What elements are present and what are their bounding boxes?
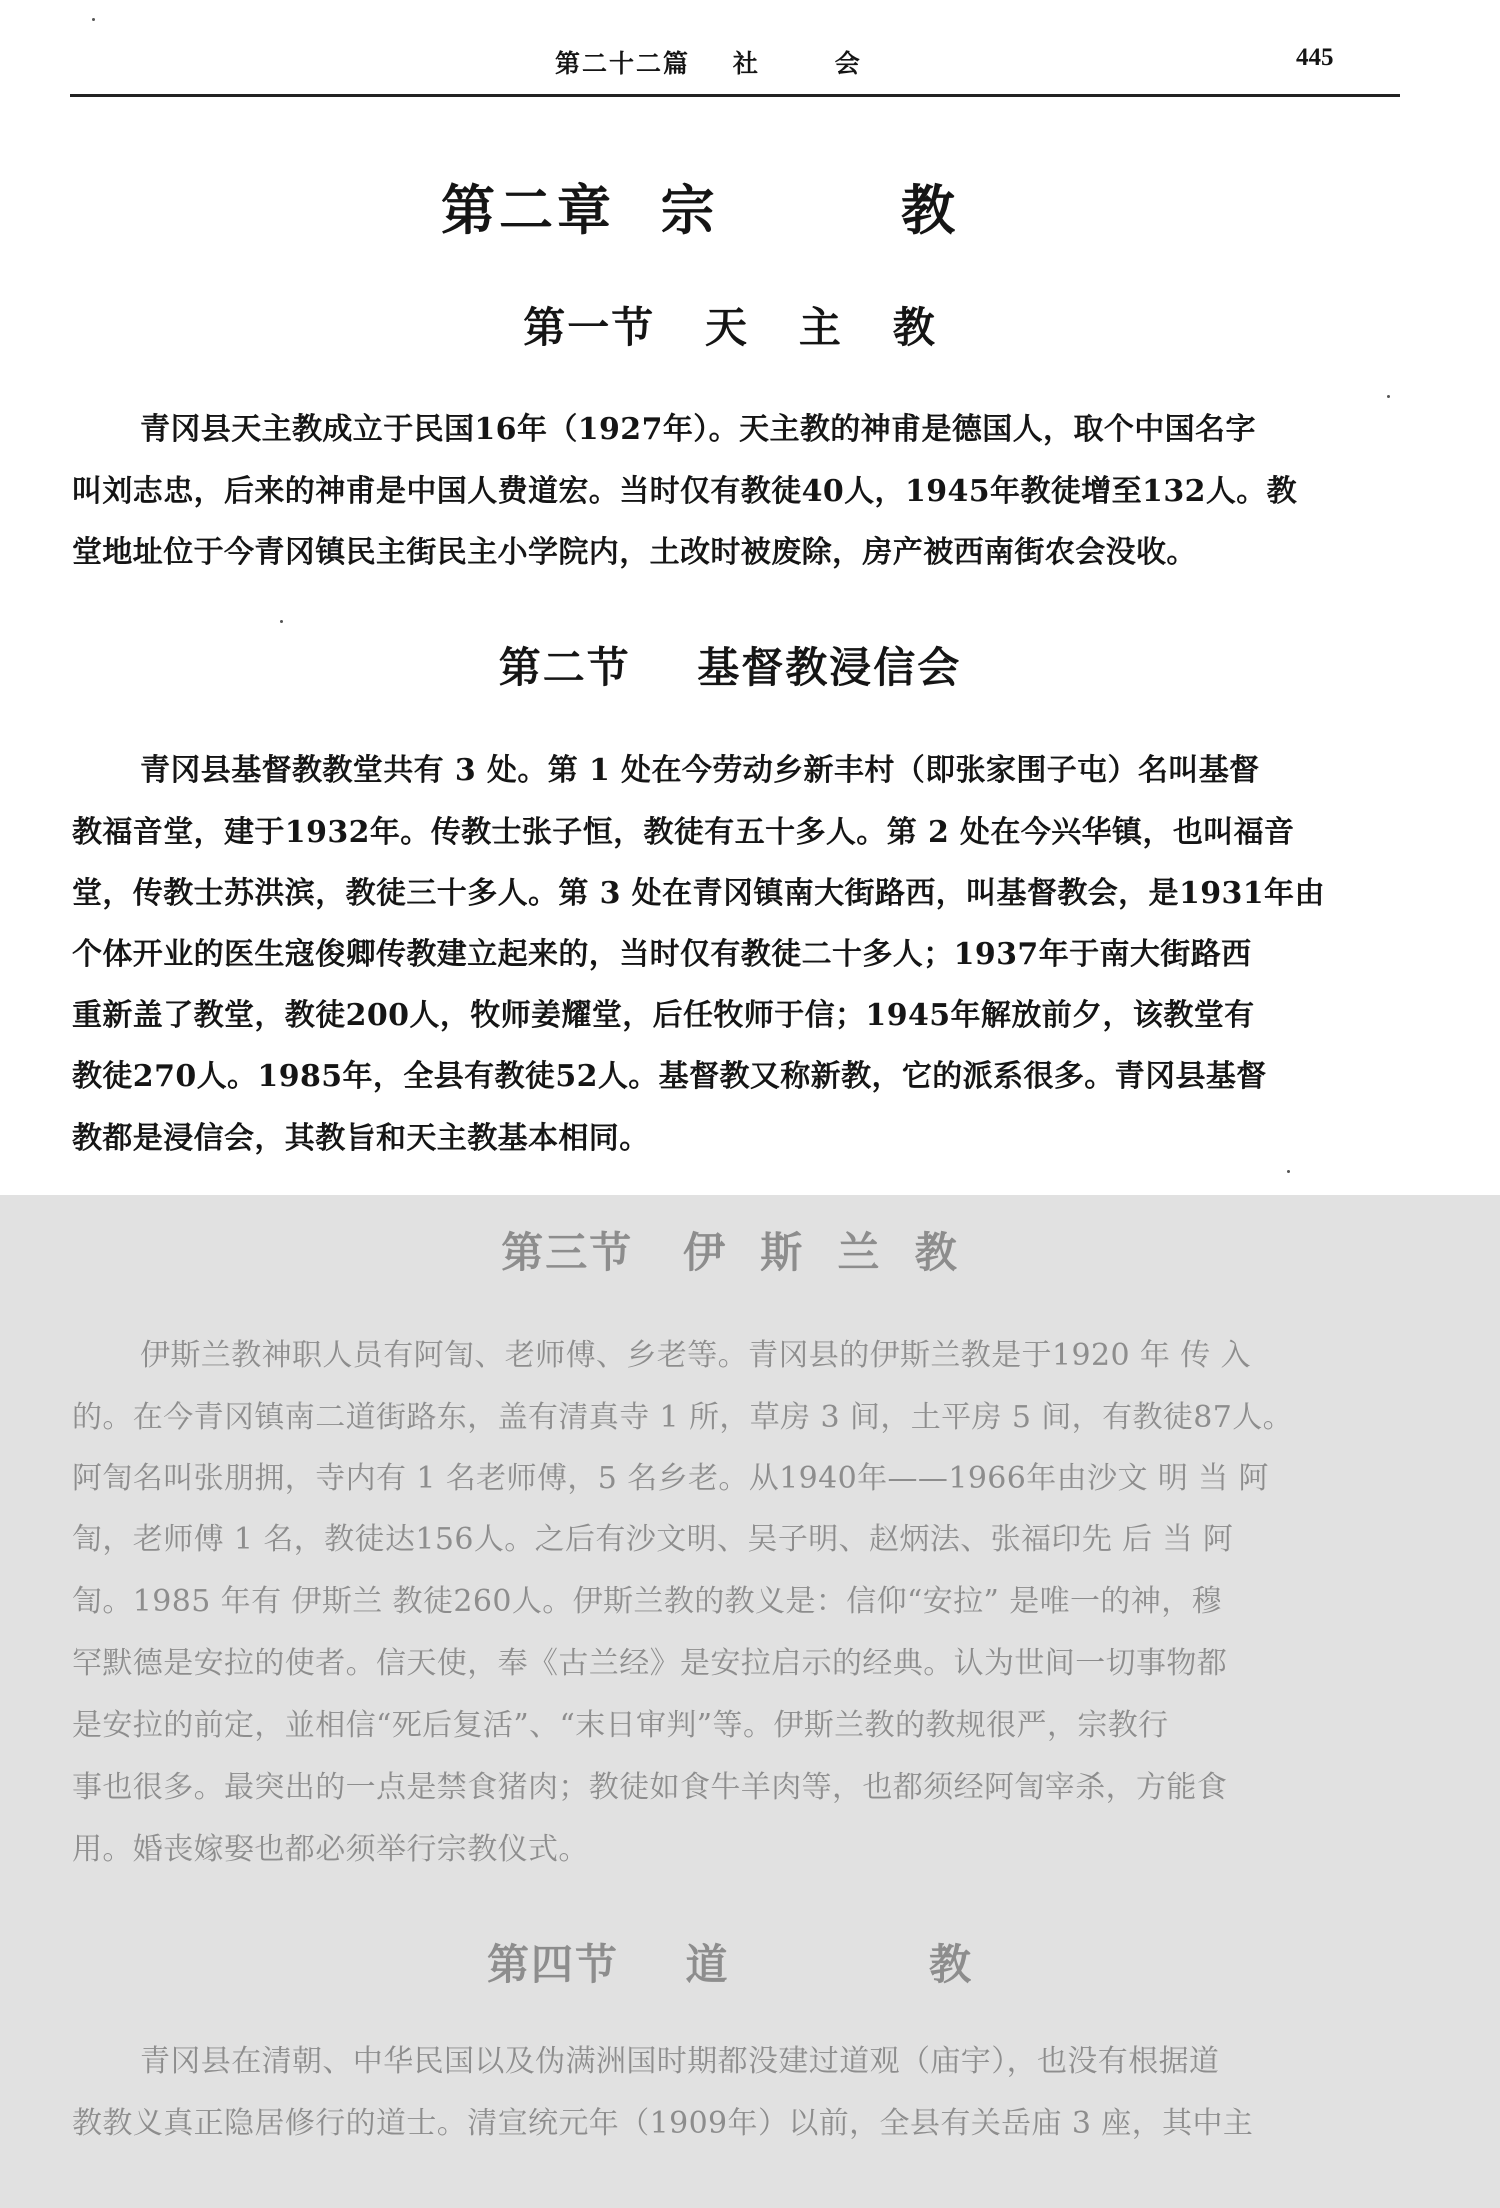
page-header [0,0,1500,100]
paragraph-line: 个体开业的医生寇俊卿传教建立起来的，当时仅有教徒二十多人；1937年于南大街路西 [72,937,1252,972]
paragraph-line: 阿訇名叫张朋拥，寺内有 1 名老师傅，5 名乡老。从1940年——1966年由沙文 明 当 阿 [72,1461,1269,1496]
paragraph-line: 教都是浸信会，其教旨和天主教基本相同。 [72,1121,650,1156]
scan-speck [280,620,283,623]
scan-speck [1287,1170,1290,1173]
paragraph-line: 是安拉的前定，並相信“死后复活”、“末日审判”等。伊斯兰教的教规很严，宗教行 [72,1708,1169,1743]
faded-content [0,1195,1500,2208]
page-number: 445 [1296,44,1334,71]
section-islam [0,1220,1500,1900]
paragraph-line: 訇，老师傅 1 名，教徒达156人。之后有沙文明、吴子明、赵炳法、张福印先 后 当 阿 [72,1522,1234,1557]
paragraph-line: 青冈县基督教教堂共有 3 处。第 1 处在今劳动乡新丰村（即张家围子屯）名叫基督 [140,753,1260,788]
paragraph-line: 青冈县天主教成立于民国16年（1927年）。天主教的神甫是德国人，取个中国名字 [140,412,1256,447]
section-title: 第一节 天 主 教 [523,303,937,352]
paragraph-line: 堂，传教士苏洪滨，教徒三十多人。第 3 处在青冈镇南大街路西，叫基督教会，是1931年由 [72,876,1325,911]
chapter-title: 第二章 宗 教 [441,178,959,242]
paragraph-line: 伊斯兰教神职人员有阿訇、老师傅、乡老等。青冈县的伊斯兰教是于1920 年 传 入 [140,1338,1251,1373]
running-head: 第二十二篇 社 会 [555,49,862,78]
scan-speck [92,18,95,21]
section-catholic [0,295,1500,595]
paragraph-line: 教福音堂，建于1932年。传教士张子恒，教徒有五十多人。第 2 处在今兴华镇，也叫福音 [72,815,1295,850]
paragraph-line: 罕默德是安拉的使者。信天使，奉《古兰经》是安拉启示的经典。认为世间一切事物都 [72,1646,1228,1681]
section-title: 第二节 基督教浸信会 [498,643,962,692]
paragraph-line: 教徒270人。1985年，全县有教徒52人。基督教又称新教，它的派系很多。青冈县基督 [72,1059,1267,1094]
header-rule [70,94,1400,97]
paragraph-line: 教教义真正隐居修行的道士。清宣统元年（1909年）以前，全县有关岳庙 3 座，其中主 [72,2106,1254,2141]
paragraph-line: 堂地址位于今青冈镇民主街民主小学院内，土改时被废除，房产被西南街农会没收。 [72,535,1197,570]
section-baptist [0,635,1500,1175]
paragraph-line: 重新盖了教堂，教徒200人，牧师姜耀堂，后任牧师于信；1945年解放前夕，该教堂有 [72,998,1255,1033]
paragraph-line: 的。在今青冈镇南二道街路东，盖有清真寺 1 所，草房 3 间，土平房 5 间，有教徒87人。 [72,1400,1294,1435]
paragraph-line: 用。婚丧嫁娶也都必须举行宗教仪式。 [72,1832,589,1867]
section-title: 第四节 道 教 [487,1940,973,1989]
section-taoism [0,1932,1500,2182]
paragraph-line: 事也很多。最突出的一点是禁食猪肉；教徒如食牛羊肉等，也都须经阿訇宰杀，方能食 [72,1770,1228,1805]
paragraph-line: 叫刘志忠，后来的神甫是中国人费道宏。当时仅有教徒40人，1945年教徒增至132人。教 [72,474,1298,509]
scan-speck [1387,395,1390,398]
section-title: 第三节 伊 斯 兰 教 [501,1228,959,1277]
paragraph-line: 訇。1985 年有 伊斯兰 教徒260人。伊斯兰教的教义是：信仰“安拉” 是唯一的神，穆 [72,1584,1223,1619]
paragraph-line: 青冈县在清朝、中华民国以及伪满洲国时期都没建过道观（庙宇），也没有根据道 [140,2044,1220,2079]
